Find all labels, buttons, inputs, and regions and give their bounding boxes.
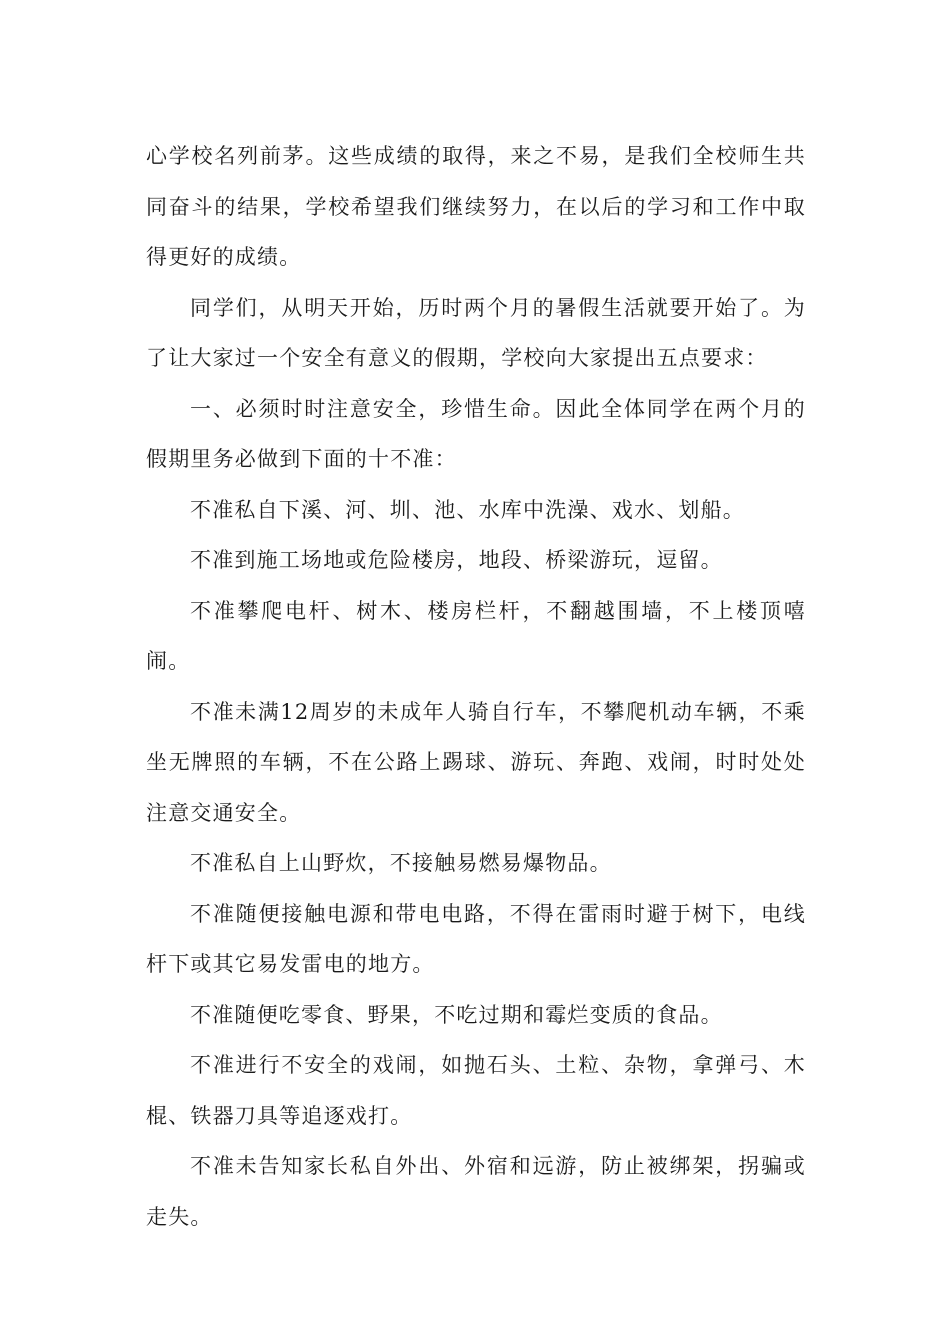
paragraph-achievements: 心学校名列前茅。这些成绩的取得，来之不易，是我们全校师生共同奋斗的结果，学校希望我们继续努力，在以后的学习和工作中取得更好的成绩。 <box>146 144 806 269</box>
paragraph-summer-intro: 同学们，从明天开始，历时两个月的暑假生活就要开始了。为了让大家过一个安全有意义的假期，学校向大家提出五点要求： <box>146 295 806 370</box>
rule-item-horseplay: 不准进行不安全的戏闹，如抛石头、土粒、杂物，拿弹弓、木棍、铁器刀具等追逐戏打。 <box>146 1053 806 1128</box>
rule-item-traffic: 不准未满12周岁的未成年人骑自行车，不攀爬机动车辆，不乘坐无牌照的车辆，不在公路上踢球、游玩、奔跑、戏闹，时时处处注意交通安全。 <box>146 699 806 825</box>
rule-item-food: 不准随便吃零食、野果，不吃过期和霉烂变质的食品。 <box>190 1002 723 1027</box>
rule-item-climbing: 不准攀爬电杆、树木、楼房栏杆，不翻越围墙，不上楼顶嘻闹。 <box>146 598 806 673</box>
rule-item-fire: 不准私自上山野炊，不接触易燃易爆物品。 <box>190 851 612 875</box>
rule-item-electricity: 不准随便接触电源和带电电路，不得在雷雨时避于树下，电线杆下或其它易发雷电的地方。 <box>146 901 806 976</box>
rule-item-going-out: 不准未告知家长私自外出、外宿和远游，防止被绑架，拐骗或走失。 <box>146 1154 806 1229</box>
rule-item-construction: 不准到施工场地或危险楼房，地段、桥梁游玩，逗留。 <box>190 548 723 572</box>
document-body <box>146 131 806 1242</box>
rule-item-water: 不准私自下溪、河、圳、池、水库中洗澡、戏水、划船。 <box>190 497 745 522</box>
paragraph-requirement-one: 一、必须时时注意安全，珍惜生命。因此全体同学在两个月的假期里务必做到下面的十不准： <box>146 396 806 471</box>
